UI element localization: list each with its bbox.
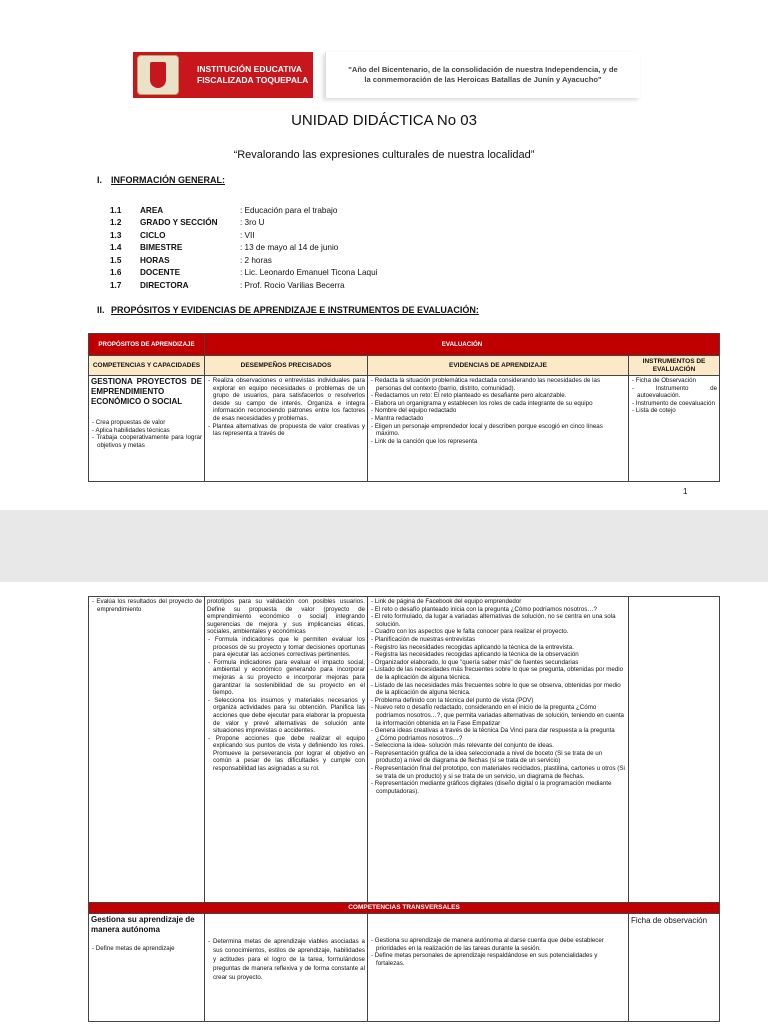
- list-item: - Selecciona la idea- solución más relevante del conjunto de ideas.: [376, 742, 626, 750]
- year-motto: [325, 52, 640, 98]
- list-item: - Instrumento de autoevaluación.: [637, 385, 717, 400]
- desempeno-transversal-cell: [205, 914, 368, 1022]
- desempenos-continuation: prototipos para su validación con posibles usuarios. Define su propuesta de valor (proyecto de emprendimiento económico o social) integrando sugerencias de mejora y sus implicancias éticas, sociales, ambientales y económicas: [207, 598, 365, 636]
- list-item: - Listado de las necesidades más frecuentes sobre lo que se observa, obtenidas por medio de la aplicación de alguna técnica.: [376, 682, 626, 697]
- list-item: - Planificación de nuestras entrevistas: [376, 636, 626, 644]
- list-item: - Listado de las necesidades más frecuentes sobre lo que se pregunta, obtenidas por medio de la aplicación de alguna técnica.: [376, 666, 626, 681]
- list-item: - Genera ideas creativas a través de la técnica Da Vinci para dar respuesta a la pregunta ¿Cómo podríamos nosotros…?: [376, 727, 626, 742]
- page-number: 1: [683, 487, 688, 496]
- evaluation-table-part1: [88, 333, 720, 482]
- list-item: - Representación mediante gráficos digitales (diseño digital o la programación mediante computadoras).: [376, 780, 626, 795]
- instrumento-transversal-cell: Ficha de observación: [629, 914, 720, 1022]
- list-item: - Realiza observaciones o entrevistas individuales para explorar en equipo necesidades o problemas de un grupo de usuarios, para satisfacerlos o resolverlos desde su campo de interés. Organiza e integra información reconociendo patrones entre los factores de esas necesidades y problemas.: [213, 377, 365, 423]
- evidencias-cell: [368, 376, 629, 482]
- general-info-list: [110, 204, 460, 292]
- list-item: - Trabaja cooperativamente para lograr objetivos y metas: [97, 434, 202, 449]
- list-item: - Evalúa los resultados del proyecto de emprendimiento: [97, 598, 202, 613]
- info-row: 1.7 DIRECTORA : Prof. Rocio Varilias Becerra: [110, 280, 345, 290]
- info-row: 1.2 GRADO Y SECCIÓN : 3ro U: [110, 218, 265, 228]
- school-logo-banner: [133, 52, 313, 98]
- list-item: - Formula indicadores que le permiten evaluar los procesos de su proyecto y tomar decisiones oportunas para ejecutar las acciones correctivas pertinentes.: [213, 636, 365, 659]
- list-item: - Selecciona los insumos y materiales necesarios y organiza actividades para su obtención. Planifica las acciones que debe ejecutar para elaborar la propuesta de valor y prevé alternativas de solución ante situaciones imprevistas o accidentes.: [213, 697, 365, 735]
- list-item: - Gestiona su aprendizaje de manera autónoma al darse cuenta que debe establecer prioridades en la realización de las tareas durante la sesión.: [376, 937, 626, 952]
- list-item: - Representación final del prototipo, con materiales reciclados, plastilina, cartones u otros (Si se trata de un producto) y si se trata de un servicio, un diagrama de flechas.: [376, 765, 626, 780]
- capacidad-cell: [89, 597, 205, 903]
- competencia-title: GESTIONA PROYECTOS DE EMPRENDIMIENTO ECONÓMICO O SOCIAL: [91, 377, 202, 406]
- list-item: - Nombre del equipo redactado: [376, 407, 626, 415]
- list-item: - Define metas de aprendizaje: [97, 945, 202, 953]
- list-item: - Propone acciones que debe realizar el equipo explicando sus puntos de vista y definiendo los roles. Promueve la perseverancia por lograr el objetivo en común a pesar de las dificultades y cumple con responsabilidad las asignadas a su rol.: [213, 735, 365, 773]
- header-instrumentos: INSTRUMENTOS DE EVALUACIÓN: [629, 356, 720, 376]
- list-item: - Registra las necesidades recogidas aplicando la técnica de la observación: [376, 651, 626, 659]
- instrumentos-cell: [629, 597, 720, 903]
- list-item: - Organizador elaborado, lo que "quería saber más" de fuentes secundarias: [376, 659, 626, 667]
- document-page-1: [0, 0, 768, 510]
- list-item: - Lista de cotejo: [637, 407, 717, 415]
- header-competencias: COMPETENCIAS Y CAPACIDADES: [89, 356, 205, 376]
- school-name-line1: INSTITUCIÓN EDUCATIVA: [197, 64, 302, 74]
- competencia-transversal-title: Gestiona su aprendizaje de manera autónoma: [91, 915, 195, 934]
- list-item: - Representación gráfica de la idea seleccionada a nivel de boceto (Si se trata de un producto) a nivel de diagrama de flechas (si se trata de un servicio): [376, 750, 626, 765]
- list-item: - Ficha de Observación: [637, 377, 717, 385]
- section-2-heading: II. PROPÓSITOS Y EVIDENCIAS DE APRENDIZAJE E INSTRUMENTOS DE EVALUACIÓN:: [97, 305, 479, 315]
- info-row: 1.5 HORAS : 2 horas: [110, 255, 272, 265]
- info-row: 1.6 DOCENTE : Lic. Leonardo Emanuel Ticona Laqui: [110, 268, 378, 278]
- list-item: - Plantea alternativas de propuesta de valor creativas y las representa a través de: [213, 423, 365, 438]
- header-desempenos: DESEMPEÑOS PRECISADOS: [205, 356, 368, 376]
- header-evidencias: EVIDENCIAS DE APRENDIZAJE: [368, 356, 629, 376]
- motto-line1: "Año del Bicentenario, de la consolidación de nuestra Independencia, y de: [348, 65, 618, 74]
- capacidades-list: [91, 419, 202, 449]
- header-evaluacion: EVALUACIÓN: [205, 334, 720, 356]
- info-row: 1.3 CICLO : VII: [110, 230, 255, 240]
- info-row: 1.4 BIMESTRE : 13 de mayo al 14 de junio: [110, 243, 339, 253]
- list-item: - Link de la canción que los representa: [376, 438, 626, 446]
- document-header: [133, 52, 639, 98]
- list-item: - Link de página de Facebook del equipo emprendedor: [376, 598, 626, 606]
- list-item: - Crea propuestas de valor: [97, 419, 202, 427]
- school-name-line2: FISCALIZADA TOQUEPALA: [197, 75, 309, 85]
- document-subtitle: “Revalorando las expresiones culturales de nuestra localidad”: [233, 149, 535, 161]
- list-item: - El reto o desafío planteado inicia con la pregunta ¿Cómo podríamos nosotros…?: [376, 606, 626, 614]
- list-item: - Determina metas de aprendizaje viables asociadas a sus conocimientos, estilos de aprendizaje, habilidades y actitudes para el logro de la tarea, formulándose preguntas de manera reflexiva y de forma constante al crear su proyecto.: [213, 937, 365, 982]
- evidencias-cell: [368, 597, 629, 903]
- list-item: - Formula indicadores para evaluar el impacto social, ambiental y económico generando para incorporar mejoras a su proyecto e incorporar mejoras para garantizar la sostenibilidad de su proyecto en el tiempo.: [213, 659, 365, 697]
- list-item: - Nuevo reto o desafío redactado, considerando en el inicio de la pregunta ¿Cómo podríamos nosotros…?, que permita variadas alternativas de solución, teniendo en cuenta la información obtenida en la Fase Empatizar: [376, 704, 626, 727]
- school-crest-icon: [137, 55, 179, 95]
- document-page-2: [0, 582, 768, 1024]
- list-item: - Redacta la situación problemática redactada considerando las necesidades de las personas del contexto (barrio, distrito, comunidad).: [376, 377, 626, 392]
- list-item: - Elabora un organigrama y establecen los roles de cada integrante de su equipo: [376, 400, 626, 408]
- competencia-cell: [89, 376, 205, 482]
- desempenos-cell: [205, 597, 368, 903]
- list-item: - Registro las necesidades recogidas aplicando la técnica de la entrevista.: [376, 644, 626, 652]
- list-item: - Aplica habilidades técnicas: [97, 427, 202, 435]
- list-item: - Define metas personales de aprendizaje respaldándose en sus potencialidades y fortalezas.: [376, 952, 626, 967]
- section-1-heading: I. INFORMACIÓN GENERAL:: [97, 175, 225, 185]
- list-item: - Mantra redactado: [376, 415, 626, 423]
- transversales-header: COMPETENCIAS TRANSVERSALES: [89, 903, 720, 914]
- list-item: - Instrumento de coevaluación: [637, 400, 717, 408]
- list-item: - Cuadro con los aspectos que le falta conocer para realizar el proyecto.: [376, 628, 626, 636]
- evaluation-table-part2: [88, 596, 720, 1022]
- header-propositos: PROPÓSITOS DE APRENDIZAJE: [89, 334, 205, 356]
- list-item: - Problema definido con la técnica del punto de vista (POV): [376, 697, 626, 705]
- list-item: - El reto formulado, da lugar a variadas alternativas de solución, no se centra en una sola solución.: [376, 613, 626, 628]
- list-item: - Eligen un personaje emprendedor local y describen porque escogió en cinco líneas máximo.: [376, 423, 626, 438]
- instrumentos-cell: [629, 376, 720, 482]
- motto-line2: la conmemoración de las Heroicas Batallas de Junín y Ayacucho": [364, 75, 602, 84]
- list-item: - Redactamos un reto: El reto planteado es desafiante pero alcanzable.: [376, 392, 626, 400]
- evidencia-transversal-cell: [368, 914, 629, 1022]
- document-title: UNIDAD DIDÁCTICA No 03: [291, 112, 477, 129]
- desempenos-cell: [205, 376, 368, 482]
- info-row: 1.1 AREA : Educación para el trabajo: [110, 205, 338, 215]
- competencia-transversal-cell: [89, 914, 205, 1022]
